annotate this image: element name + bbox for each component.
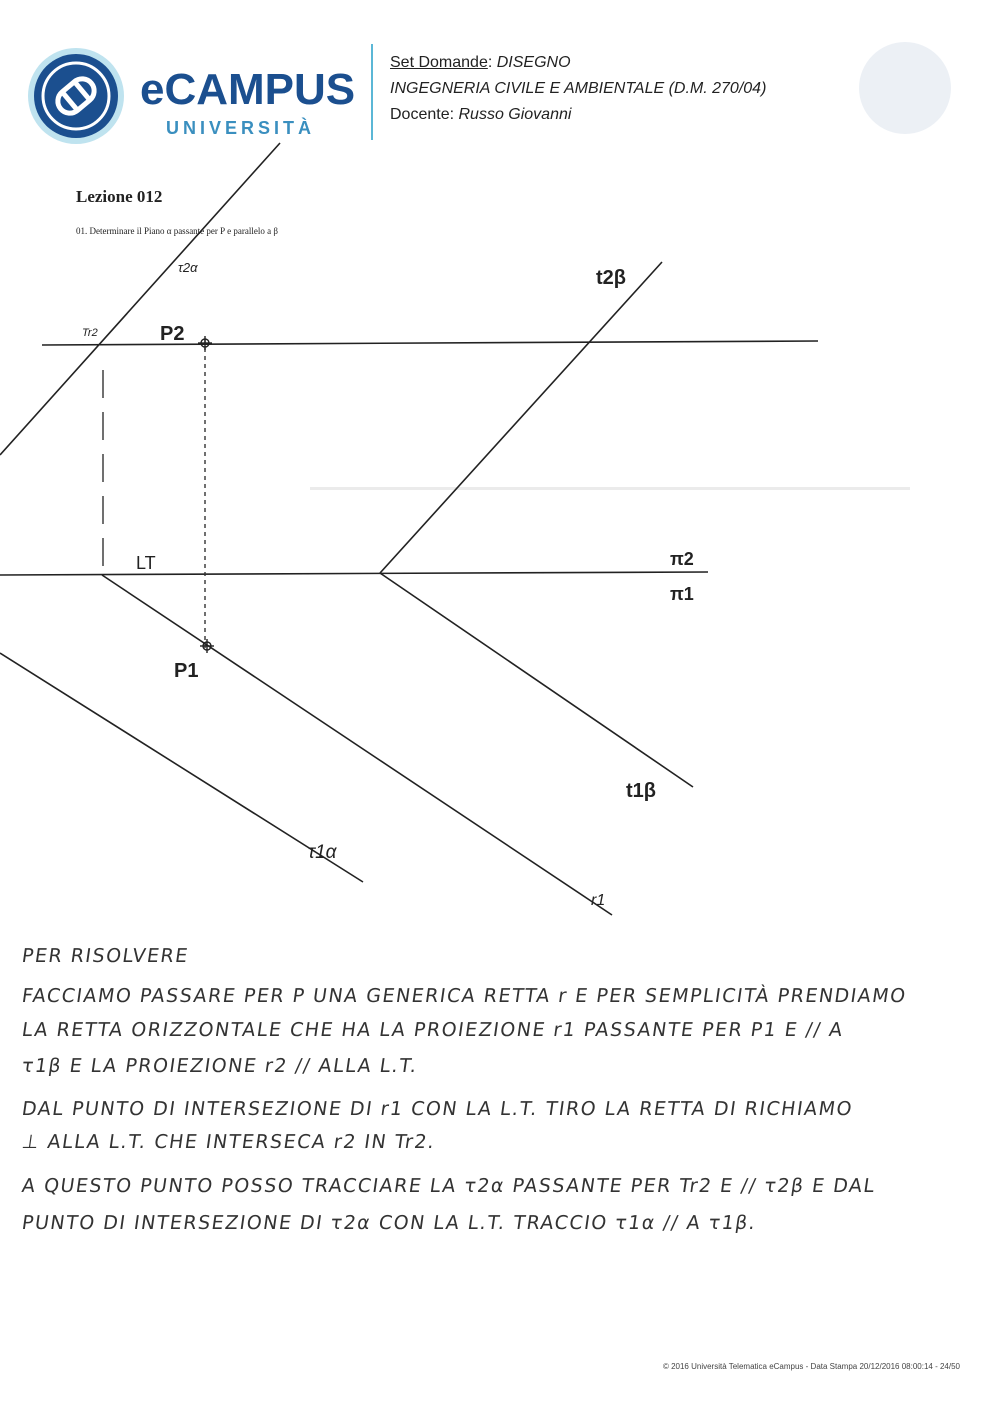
projection-r1 [102, 575, 612, 915]
projection-r2 [42, 341, 818, 345]
teacher-label: Docente [390, 106, 450, 123]
logo-subtitle: UNIVERSITÀ [166, 118, 316, 138]
note-line: FACCIAMO PASSARE PER P UNA GENERICA RETTA r E PER SEMPLICITÀ PRENDIAMO [20, 985, 909, 1007]
note-line: LA RETTA ORIZZONTALE CHE HA LA PROIEZIONE r1 PASSANTE PER P1 E // A [20, 1019, 846, 1041]
note-line: PUNTO DI INTERSEZIONE DI τ2α CON LA L.T. TRACCIO τ1α // A τ1β. [20, 1212, 758, 1234]
label-t2-beta: t2β [596, 267, 626, 289]
trace-t2-alpha [0, 143, 280, 455]
label-pi1: π1 [670, 584, 694, 604]
header-info: Set Domande: DISEGNO INGEGNERIA CIVILE E AMBIENTALE (D.M. 270/04) Docente: Russo Giovanni [390, 54, 767, 123]
note-line: PER RISOLVERE [20, 945, 191, 967]
trace-t2-beta [380, 262, 662, 573]
label-p1: P1 [174, 660, 199, 682]
note-line: A QUESTO PUNTO POSSO TRACCIARE LA τ2α PASSANTE PER Tr2 E // τ2β E DAL [20, 1175, 878, 1197]
note-line: τ1β E LA PROIEZIONE r2 // ALLA L.T. [20, 1055, 420, 1077]
teacher-value: Russo Giovanni [458, 106, 572, 123]
lesson-title: Lezione 012 [76, 187, 163, 206]
label-lt: LT [136, 553, 156, 573]
note-line: DAL PUNTO DI INTERSEZIONE DI r1 CON LA L.T. TIRO LA RETTA DI RICHIAMO [20, 1098, 855, 1120]
set-label: Set Domande [390, 54, 488, 71]
label-pi2: π2 [670, 549, 694, 569]
trace-t1-beta [380, 573, 693, 787]
set-value: DISEGNO [496, 54, 571, 71]
course-name: INGEGNERIA CIVILE E AMBIENTALE (D.M. 270/04) [390, 80, 767, 97]
point-p2-marker [198, 336, 212, 350]
label-p2: P2 [160, 323, 185, 345]
label-r1: r1 [591, 892, 606, 909]
label-tr2: Tr2 [82, 327, 98, 339]
label-t2-alpha: τ2α [178, 260, 198, 275]
note-line: ⊥ ALLA L.T. CHE INTERSECA r2 IN Tr2. [20, 1131, 437, 1153]
ground-line-lt [0, 572, 708, 575]
logo-name: eCAMPUS [140, 65, 356, 114]
question-text: 01. Determinare il Piano α passante per P e parallelo a β [76, 226, 278, 236]
label-t1-beta: t1β [626, 780, 656, 802]
label-t1-alpha: τ1α [308, 842, 337, 863]
footer-copyright: © 2016 Università Telematica eCampus - Data Stampa 20/12/2016 08:00:14 - 24/50 [662, 1362, 960, 1371]
